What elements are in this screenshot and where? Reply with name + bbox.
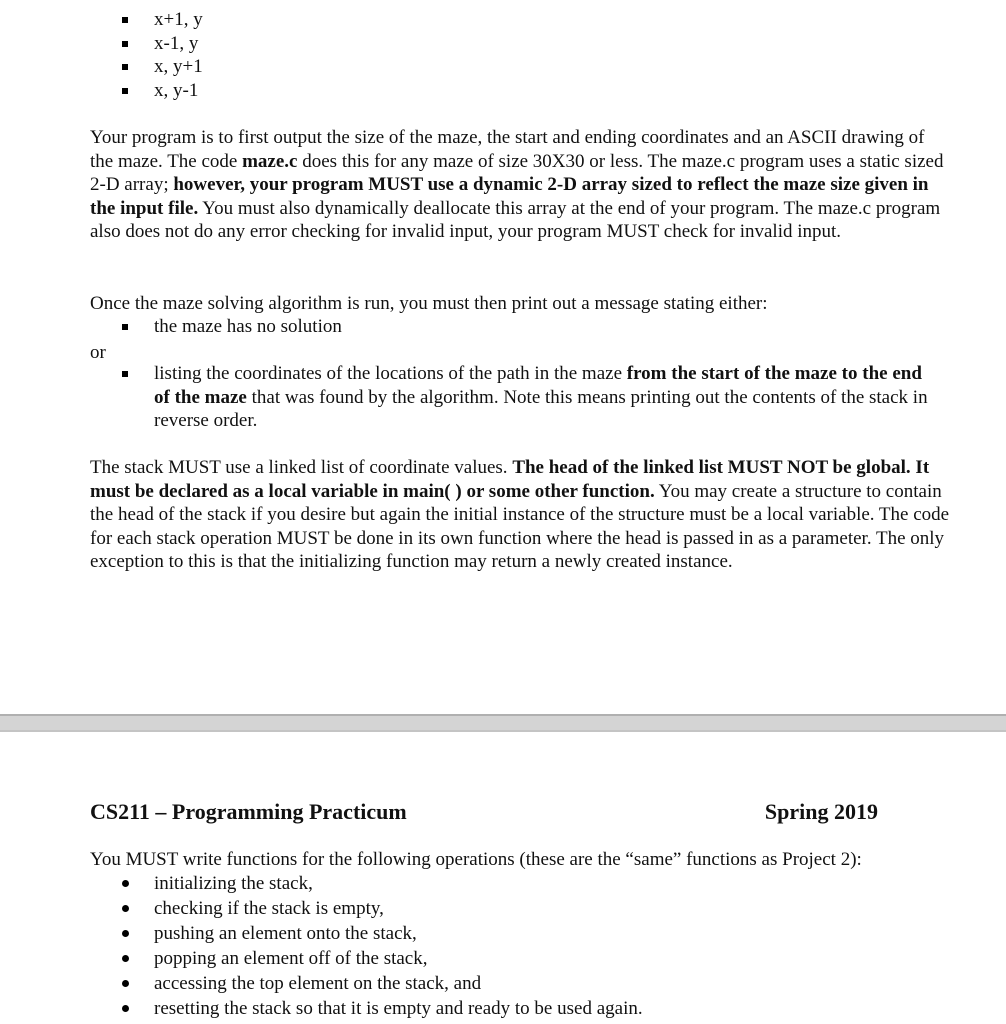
bold-text: The head of the linked list MUST NOT be global. It must be declared as a local variable in main( ) or some other function. <box>90 457 930 502</box>
text-span: You may create a structure to contain the head of the stack if you desire but again the initial instance of the structure must be a local variable. The code for each stack operation MUST be done in its own function where the head is passed in as a parameter. The only exception to this is that the initializing function may return a newly created instance. <box>90 480 950 573</box>
page-separator <box>0 714 1006 732</box>
list-item: pushing an element onto the stack, <box>122 922 643 947</box>
bold-text: however, your program MUST use a dynamic 2-D array sized to reflect the maze size given in the input file. <box>90 174 929 219</box>
course-title: CS211 – Programming Practicum <box>90 799 407 824</box>
list-item: x, y+1 <box>122 55 203 79</box>
list-item: the maze has no solution <box>122 315 342 339</box>
paragraph-solution-message-intro: Once the maze solving algorithm is run, you must then print out a message stating either: <box>90 293 768 314</box>
or-label: or <box>90 342 106 363</box>
text-span: Your program is to first output the size of the maze, the start and ending coordinates and an ASCII drawing of the maze. The code <box>90 127 925 172</box>
list-item: popping an element off of the stack, <box>122 947 643 972</box>
term-label: Spring 2019 <box>764 799 878 824</box>
option-list-2 <box>122 362 932 433</box>
text-span: that was found by the algorithm. Note this means printing out the contents of the stack in reverse order. <box>154 386 928 432</box>
list-item: accessing the top element on the stack, and <box>122 972 643 997</box>
list-item: x+1, y <box>122 8 203 32</box>
text-span: You must also dynamically deallocate this array at the end of your program. The maze.c program also does not do any error checking for invalid input, your program MUST check for invalid input. <box>90 197 941 243</box>
list-item: x-1, y <box>122 32 203 56</box>
paragraph-output-requirements <box>90 126 950 244</box>
option-list-1 <box>122 315 342 339</box>
bold-text: maze.c <box>242 150 298 172</box>
list-item <box>122 362 932 433</box>
bold-text: from the start of the maze to the end of the maze <box>154 363 922 408</box>
functions-list <box>122 872 643 1022</box>
text-span: The stack MUST use a linked list of coordinate values. <box>90 457 513 478</box>
text-span: listing the coordinates of the locations of the path in the maze <box>154 363 627 384</box>
text-span: does this for any maze of size 30X30 or less. The maze.c program uses a static sized 2-D array; <box>90 150 944 196</box>
list-item: resetting the stack so that it is empty and ready to be used again. <box>122 997 643 1022</box>
list-item: checking if the stack is empty, <box>122 897 643 922</box>
paragraph-functions-intro: You MUST write functions for the following operations (these are the “same” functions as Project 2): <box>90 849 862 870</box>
paragraph-stack-requirements <box>90 456 952 574</box>
coordinate-list <box>122 8 203 102</box>
list-item: initializing the stack, <box>122 872 643 897</box>
list-item: x, y-1 <box>122 79 203 103</box>
